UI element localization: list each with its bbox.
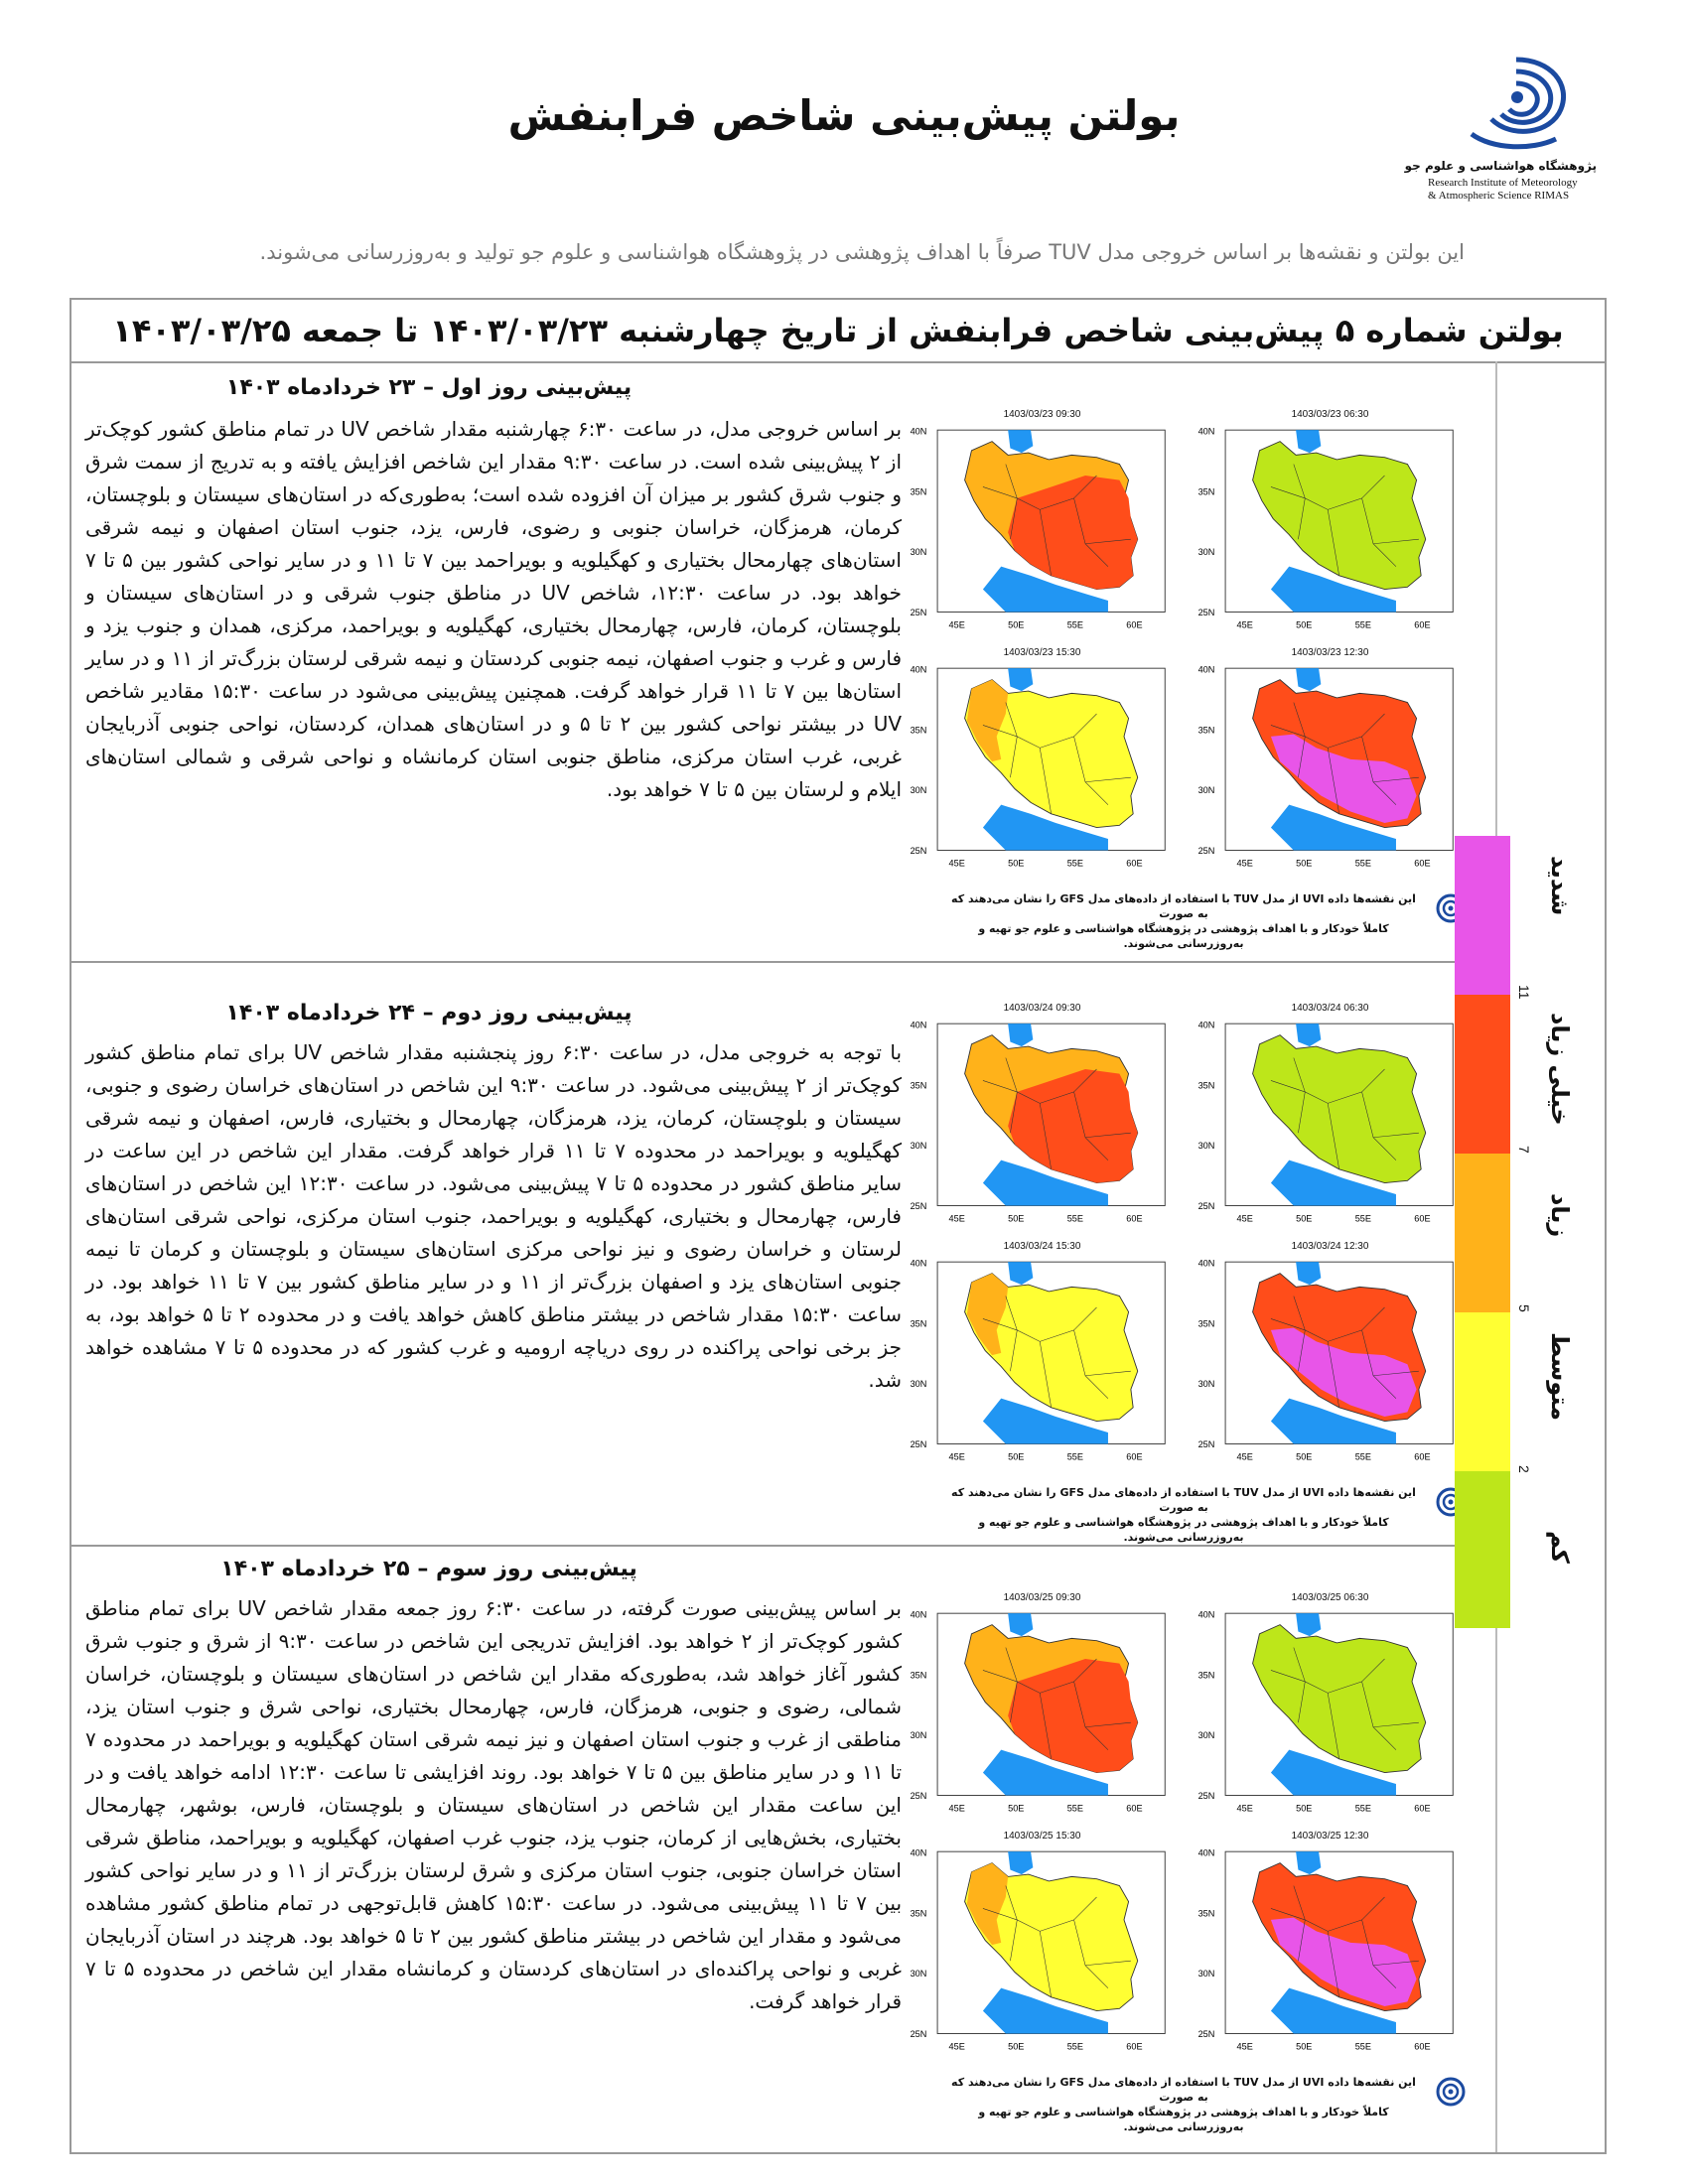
- lat-tick-label: 40N: [910, 1258, 927, 1269]
- lat-tick-label: 40N: [910, 426, 927, 437]
- lon-tick-label: 60E: [1414, 619, 1431, 630]
- map-timestamp: 1403/03/24 15:30: [1003, 1241, 1081, 1252]
- section-text: بر اساس خروجی مدل، در ساعت ۶:۳۰ چهارشنبه مقدار شاخص UV در تمام مناطق کشور کوچک‌تر از ۲ پیش‌بینی شده است. در ساعت ۹:۳۰ مقدار این شاخص افزایش یافته و به تدریج از سمت شرق و جنوب شرق کشور بر میزان آن افزوده شده است؛ به‌طوری‌که در استان‌های سیستان و بلوچستان، کرمان، هرمزگان، خراسان جنوبی و رضوی، فارس، یزد، جنوب استان اصفهان و نیمه شرقی استان‌های چهارمحال بختیاری و کهگیلویه و بویراحمد بین ۷ تا ۱۱ و در سایر نواحی کشور بین ۵ تا ۷ خواهد بود. در ساعت ۱۲:۳۰، شاخص UV در مناطق جنوب شرقی و در استان‌های سیستان و بلوچستان، کرمان، فارس، چهارمحال بختیاری، کهگیلویه و بویراحمد، مرکزی، همدان و جنوب یزد و فارس و غرب و جنوب اصفهان، نیمه جنوبی کردستان و نیمه شرقی لرستان بزرگ‌تر از ۱۱ و در سایر استان‌ها بین ۷ تا ۱۱ قرار خواهد گرفت. همچنین پیش‌بینی می‌شود در ساعت ۱۵:۳۰ مقادیر شاخص UV در بیشتر نواحی کشور بین ۲ تا ۵ و در استان‌های همدان، کردستان، نواحی جنوبی آذربایجان غربی، غرب استان مرکزی، مناطق جنوبی استان کرمانشاه و نواحی شرقی و شمالی استان‌های ایلام و لرستان بین ۵ تا ۷ خواهد بود.: [85, 417, 903, 801]
- section-title: پیش‌بینی روز دوم – ۲۴ خردادماه ۱۴۰۳: [225, 1001, 633, 1025]
- rimas-small-logo-icon: [1434, 2075, 1468, 2113]
- lat-tick-label: 35N: [910, 1670, 927, 1681]
- lon-tick-label: 60E: [1414, 1451, 1431, 1462]
- lon-tick-label: 50E: [1296, 1451, 1313, 1462]
- lon-tick-label: 45E: [1236, 619, 1253, 630]
- legend-tick-11: 11: [1516, 985, 1532, 1000]
- lat-tick-label: 35N: [910, 486, 927, 497]
- uv-map-panel: [1194, 1831, 1467, 2059]
- lon-tick-label: 55E: [1354, 1803, 1372, 1814]
- lat-tick-label: 35N: [1197, 486, 1215, 497]
- lon-tick-label: 50E: [1008, 1451, 1025, 1462]
- legend-band-moderate: [1455, 1312, 1510, 1471]
- map-grid: [906, 1592, 1491, 2148]
- lon-tick-label: 60E: [1414, 1213, 1431, 1224]
- lon-tick-label: 55E: [1354, 1213, 1372, 1224]
- lat-tick-label: 25N: [1197, 845, 1215, 856]
- lon-tick-label: 55E: [1066, 1803, 1084, 1814]
- map-timestamp: 1403/03/24 09:30: [1003, 1003, 1081, 1014]
- rimas-logo-icon: [1432, 40, 1601, 159]
- lat-tick-label: 35N: [910, 1080, 927, 1091]
- lat-tick-label: 25N: [1197, 1200, 1215, 1211]
- lat-tick-label: 35N: [910, 1908, 927, 1919]
- lat-tick-label: 40N: [910, 1020, 927, 1030]
- map-credit-line2: کاملاً خودکار و با اهداف پژوهشی در پژوهشگاه هواشناسی و علوم جو تهیه و به‌روزرسانی می‌شوند.: [978, 922, 1389, 950]
- uv-map: [1194, 1844, 1467, 2059]
- lat-tick-label: 30N: [910, 547, 927, 558]
- lon-tick-label: 50E: [1008, 2041, 1025, 2052]
- lat-tick-label: 40N: [910, 1847, 927, 1858]
- lon-tick-label: 45E: [1236, 858, 1253, 869]
- lat-tick-label: 25N: [910, 845, 927, 856]
- map-grid: [906, 409, 1491, 965]
- lon-tick-label: 45E: [948, 1213, 965, 1224]
- lon-tick-label: 45E: [1236, 1451, 1253, 1462]
- lat-tick-label: 40N: [1197, 1609, 1215, 1620]
- lat-tick-label: 25N: [1197, 2028, 1215, 2039]
- logo-name-en-line1: Research Institute of Meteorology: [1428, 177, 1578, 189]
- forecast-day-1: [71, 361, 1495, 963]
- lon-tick-label: 60E: [1126, 2041, 1143, 2052]
- lon-tick-label: 45E: [948, 1451, 965, 1462]
- uv-map: [1194, 1017, 1467, 1231]
- lon-tick-label: 45E: [948, 2041, 965, 2052]
- map-credit-line1: این نقشه‌ها داده UVI از مدل TUV با استفاده از داده‌های مدل GFS را نشان می‌دهند که به صورت: [951, 2076, 1416, 2104]
- lat-tick-label: 25N: [910, 1790, 927, 1801]
- lat-tick-label: 30N: [910, 1141, 927, 1152]
- uv-map: [1194, 1255, 1467, 1469]
- uv-map-panel: [906, 1831, 1179, 2059]
- lon-tick-label: 60E: [1126, 1803, 1143, 1814]
- map-credit-line2: کاملاً خودکار و با اهداف پژوهشی در پژوهشگاه هواشناسی و علوم جو تهیه و به‌روزرسانی می‌شوند.: [978, 1516, 1389, 1544]
- lon-tick-label: 60E: [1126, 858, 1143, 869]
- section-text: با توجه به خروجی مدل، در ساعت ۶:۳۰ روز پنجشنبه مقدار شاخص UV برای تمام مناطق کشور کوچک‌تر از ۲ پیش‌بینی می‌شود. در ساعت ۹:۳۰ این شاخص در استان‌های خراسان رضوی و جنوبی، سیستان و بلوچستان، کرمان، یزد، هرمزگان، چهارمحال و بختیاری، فارس، اصفهان و نیمه شرقی کهگیلویه و بویراحمد در محدوده ۷ تا ۱۱ قرار خواهد گرفت. مقدار این شاخص در این ساعت در سایر مناطق کشور در محدوده ۵ تا ۷ پیش‌بینی می‌شود. در ساعت ۱۲:۳۰ این شاخص در استان‌های فارس، چهارمحال و بختیاری، کهگیلویه و بویراحمد، جنوب استان مرکزی، نواحی شرقی استان‌های لرستان و خراسان رضوی و نیز نواحی مرکزی استان‌های سیستان و بلوچستان و کرمان تا نیمه جنوبی استان‌های یزد و اصفهان بزرگ‌تر از ۱۱ و در سایر مناطق کشور بین ۷ تا ۱۱ خواهد بود. در ساعت ۱۵:۳۰ مقدار شاخص در بیشتر مناطق کاهش خواهد یافت و در محدوده ۲ تا ۵ خواهد بود، به جز برخی نواحی پراکنده در روی دریاچه ارومیه و غرب کشور که در محدوده ۵ تا ۷ مشاهده خواهد شد.: [85, 1040, 903, 1392]
- lat-tick-label: 30N: [1197, 785, 1215, 796]
- lon-tick-label: 55E: [1066, 619, 1084, 630]
- uv-map: [906, 1606, 1179, 1821]
- legend-band-very-high: [1455, 995, 1510, 1154]
- lon-tick-label: 55E: [1354, 619, 1372, 630]
- lat-tick-label: 25N: [1197, 1790, 1215, 1801]
- lon-tick-label: 50E: [1008, 1213, 1025, 1224]
- lon-tick-label: 50E: [1296, 1803, 1313, 1814]
- lat-tick-label: 30N: [1197, 1141, 1215, 1152]
- lat-tick-label: 30N: [910, 1730, 927, 1741]
- lat-tick-label: 30N: [910, 1379, 927, 1390]
- uv-map: [906, 661, 1179, 876]
- lat-tick-label: 30N: [1197, 1379, 1215, 1390]
- lon-tick-label: 45E: [948, 1803, 965, 1814]
- legend-label-very-high: خیلی زیاد: [1546, 1013, 1574, 1126]
- map-timestamp: 1403/03/23 15:30: [1003, 647, 1081, 658]
- lat-tick-label: 30N: [910, 785, 927, 796]
- lat-tick-label: 25N: [1197, 1438, 1215, 1449]
- uv-map: [906, 1017, 1179, 1231]
- uv-map: [1194, 661, 1467, 876]
- uv-map-panel: [1194, 1241, 1467, 1469]
- lon-tick-label: 55E: [1066, 1213, 1084, 1224]
- lon-tick-label: 45E: [1236, 1213, 1253, 1224]
- lat-tick-label: 35N: [1197, 1908, 1215, 1919]
- lon-tick-label: 55E: [1354, 2041, 1372, 2052]
- disclaimer: این بولتن و نقشه‌ها بر اساس خروجی مدل TUV صرفاً با اهداف پژوهشی در پژوهشگاه هواشناسی و علوم جو تولید و به‌روزرسانی می‌شوند.: [259, 240, 1465, 264]
- legend-band-extreme: [1455, 836, 1510, 995]
- lat-tick-label: 35N: [1197, 1080, 1215, 1091]
- lat-tick-label: 40N: [910, 1609, 927, 1620]
- lat-tick-label: 40N: [1197, 1847, 1215, 1858]
- lat-tick-label: 35N: [910, 725, 927, 736]
- lon-tick-label: 60E: [1126, 1213, 1143, 1224]
- lat-tick-label: 30N: [1197, 547, 1215, 558]
- lon-tick-label: 55E: [1354, 1451, 1372, 1462]
- legend-tick-7: 7: [1516, 1146, 1532, 1154]
- lat-tick-label: 35N: [1197, 1318, 1215, 1329]
- map-credit: [945, 2075, 1422, 2134]
- uv-map-panel: [1194, 647, 1467, 876]
- lat-tick-label: 30N: [1197, 1730, 1215, 1741]
- uv-map: [1194, 1606, 1467, 1821]
- lon-tick-label: 60E: [1126, 1451, 1143, 1462]
- legend-label-extreme: شدید: [1546, 856, 1574, 916]
- legend-band-low: [1455, 1471, 1510, 1628]
- logo-name-en: [1428, 177, 1597, 203]
- legend-tick-5: 5: [1516, 1304, 1532, 1312]
- legend-tick-2: 2: [1516, 1465, 1532, 1473]
- map-timestamp: 1403/03/24 12:30: [1291, 1241, 1369, 1252]
- lat-tick-label: 40N: [910, 664, 927, 675]
- lat-tick-label: 25N: [910, 1200, 927, 1211]
- uv-map-panel: [906, 409, 1179, 637]
- lat-tick-label: 40N: [1197, 664, 1215, 675]
- map-timestamp: 1403/03/25 15:30: [1003, 1831, 1081, 1842]
- legend-label-moderate: متوسط: [1546, 1332, 1574, 1422]
- uv-map-panel: [906, 647, 1179, 876]
- lon-tick-label: 50E: [1008, 858, 1025, 869]
- lon-tick-label: 50E: [1296, 1213, 1313, 1224]
- lat-tick-label: 25N: [910, 1438, 927, 1449]
- lon-tick-label: 45E: [948, 619, 965, 630]
- uv-map-panel: [906, 1003, 1179, 1231]
- lat-tick-label: 25N: [1197, 607, 1215, 617]
- legend-band-high: [1455, 1154, 1510, 1312]
- section-text: بر اساس پیش‌بینی صورت گرفته، در ساعت ۶:۳۰ روز جمعه مقدار شاخص UV برای تمام مناطق کشور کوچک‌تر از ۲ خواهد بود. افزایش تدریجی این شاخص در ساعت ۹:۳۰ از شرق و جنوب شرق کشور آغاز خواهد شد، به‌طوری‌که مقدار این شاخص در استان‌های سیستان و بلوچستان، خراسان شمالی، رضوی و جنوبی، هرمزگان، فارس، چهارمحال بختیاری، نواحی شرق و جنوب استان یزد، مناطقی از غرب و جنوب استان اصفهان و نیز نیمه شرقی استان کهگیلویه و بویراحمد در محدوده ۷ تا ۱۱ و در سایر مناطق بین ۵ تا ۷ خواهد بود. روند افزایشی تا ساعت ۱۲:۳۰ ادامه خواهد یافت و در این ساعت مقدار این شاخص در استان‌های سیستان و بلوچستان، فارس، بوشهر، چهارمحال بختیاری، بخش‌هایی از کرمان، جنوب یزد، جنوب غرب اصفهان، کهگیلویه و بویراحمد، مناطق شرقی استان خراسان جنوبی، جنوب استان مرکزی و شرق لرستان بزرگ‌تر از ۱۱ و در سایر نواحی کشور بین ۷ تا ۱۱ پیش‌بینی می‌شود. در ساعت ۱۵:۳۰ کاهش قابل‌توجهی در تمام مناطق کشور مشاهده می‌شود و مقدار این شاخص در بیشتر مناطق کشور بین ۲ تا ۵ خواهد بود. هرچند در استان آذربایجان غربی و نواحی پراکنده‌ای در استان‌های کردستان و کرمانشاه مقدار این شاخص در محدوده ۵ تا ۷ قرار خواهد گرفت.: [85, 1596, 903, 2013]
- lon-tick-label: 60E: [1414, 1803, 1431, 1814]
- map-credit-line1: این نقشه‌ها داده UVI از مدل TUV با استفاده از داده‌های مدل GFS را نشان می‌دهند که به صورت: [951, 892, 1416, 920]
- lat-tick-label: 35N: [1197, 1670, 1215, 1681]
- map-timestamp: 1403/03/25 12:30: [1291, 1831, 1369, 1842]
- uv-map: [906, 1844, 1179, 2059]
- lat-tick-label: 30N: [1197, 1969, 1215, 1979]
- map-timestamp: 1403/03/25 06:30: [1291, 1592, 1369, 1603]
- lon-tick-label: 45E: [948, 858, 965, 869]
- lat-tick-label: 40N: [1197, 426, 1215, 437]
- forecast-day-2: [71, 963, 1495, 1547]
- uv-map: [906, 1255, 1179, 1469]
- uv-map: [906, 423, 1179, 637]
- lon-tick-label: 45E: [1236, 2041, 1253, 2052]
- map-timestamp: 1403/03/23 06:30: [1291, 409, 1369, 420]
- uv-map: [1194, 423, 1467, 637]
- legend-label-high: زیاد: [1546, 1193, 1574, 1238]
- map-credit: [945, 891, 1422, 951]
- lon-tick-label: 50E: [1296, 858, 1313, 869]
- lat-tick-label: 30N: [910, 1969, 927, 1979]
- lon-tick-label: 60E: [1126, 619, 1143, 630]
- lat-tick-label: 40N: [1197, 1258, 1215, 1269]
- uv-legend-bar: [1455, 836, 1510, 1628]
- lon-tick-label: 60E: [1414, 858, 1431, 869]
- logo-name-en-line2: & Atmospheric Science RIMAS: [1428, 190, 1570, 202]
- logo-name-fa: پژوهشگاه هواشناسی و علوم جو: [1404, 159, 1597, 173]
- lat-tick-label: 35N: [1197, 725, 1215, 736]
- lon-tick-label: 55E: [1066, 2041, 1084, 2052]
- lon-tick-label: 55E: [1066, 858, 1084, 869]
- lon-tick-label: 50E: [1296, 2041, 1313, 2052]
- lat-tick-label: 25N: [910, 2028, 927, 2039]
- lon-tick-label: 55E: [1066, 1451, 1084, 1462]
- bulletin-frame: [70, 298, 1607, 2154]
- lat-tick-label: 35N: [910, 1318, 927, 1329]
- section-title: پیش‌بینی روز اول – ۲۳ خردادماه ۱۴۰۳: [225, 375, 633, 400]
- uv-map-panel: [906, 1592, 1179, 1821]
- page-title: بولتن پیش‌بینی شاخص فرابنفش: [507, 91, 1181, 140]
- legend-label-low: کم: [1546, 1531, 1574, 1564]
- map-timestamp: 1403/03/25 09:30: [1003, 1592, 1081, 1603]
- lon-tick-label: 50E: [1008, 1803, 1025, 1814]
- map-credit-line2: کاملاً خودکار و با اهداف پژوهشی در پژوهشگاه هواشناسی و علوم جو تهیه و به‌روزرسانی می‌شوند.: [978, 2106, 1389, 2133]
- map-timestamp: 1403/03/23 12:30: [1291, 647, 1369, 658]
- lon-tick-label: 55E: [1354, 858, 1372, 869]
- uv-map-panel: [1194, 1592, 1467, 1821]
- uv-map-panel: [1194, 1003, 1467, 1231]
- map-timestamp: 1403/03/23 09:30: [1003, 409, 1081, 420]
- lon-tick-label: 60E: [1414, 2041, 1431, 2052]
- map-credit: [945, 1485, 1422, 1545]
- lon-tick-label: 50E: [1008, 619, 1025, 630]
- lat-tick-label: 25N: [910, 607, 927, 617]
- uv-legend: [1455, 836, 1574, 1628]
- map-credit-line1: این نقشه‌ها داده UVI از مدل TUV با استفاده از داده‌های مدل GFS را نشان می‌دهند که به صورت: [951, 1486, 1416, 1514]
- bulletin-title: بولتن شماره ۵ پیش‌بینی شاخص فرابنفش از تاریخ چهارشنبه ۱۴۰۳/۰۳/۲۳ تا جمعه ۱۴۰۳/۰۳/۲۵: [71, 300, 1605, 363]
- lon-tick-label: 50E: [1296, 619, 1313, 630]
- uv-map-panel: [906, 1241, 1179, 1469]
- lat-tick-label: 40N: [1197, 1020, 1215, 1030]
- map-timestamp: 1403/03/24 06:30: [1291, 1003, 1369, 1014]
- uv-map-panel: [1194, 409, 1467, 637]
- forecast-day-3: [71, 1547, 1495, 2154]
- lon-tick-label: 45E: [1236, 1803, 1253, 1814]
- map-grid: [906, 1003, 1491, 1547]
- section-title: پیش‌بینی روز سوم – ۲۵ خردادماه ۱۴۰۳: [220, 1557, 637, 1581]
